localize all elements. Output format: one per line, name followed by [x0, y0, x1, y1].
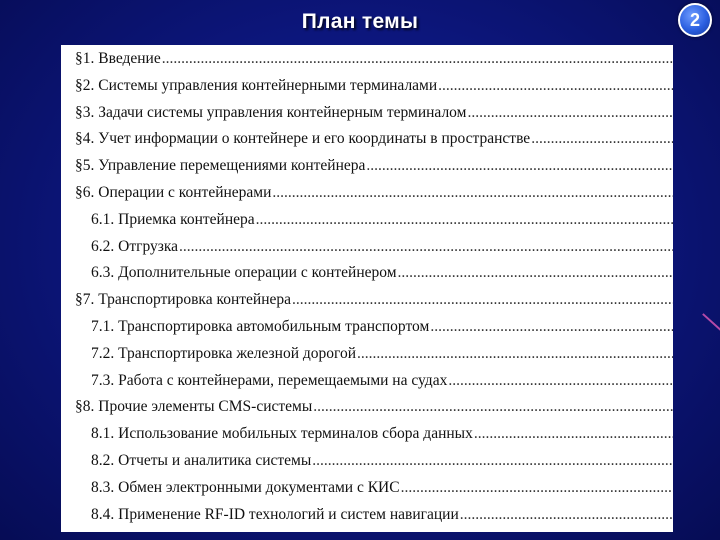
toc-list: [61, 45, 673, 532]
page-number-badge: 2: [678, 3, 712, 37]
toc-dot-leader: [467, 104, 673, 122]
toc-item-text: 6.3. Дополнительные операции с контейнером: [91, 264, 397, 282]
toc-item: [61, 104, 673, 131]
toc-item-text: §1. Введение: [75, 50, 161, 67]
toc-item: [61, 291, 673, 318]
toc-dot-leader: [292, 291, 673, 309]
toc-item-text: 8.1. Использование мобильных терминалов сбора данных: [91, 425, 473, 443]
toc-item: [61, 506, 673, 532]
toc-dot-leader: [366, 157, 673, 175]
toc-dot-leader: [474, 425, 673, 443]
toc-item: [61, 345, 673, 372]
toc-item-text: 6.2. Отгрузка: [91, 237, 179, 255]
toc-item: [61, 318, 673, 345]
toc-item-text: 6.1. Приемка контейнера: [91, 210, 255, 228]
toc-dot-leader: [179, 238, 673, 256]
toc-dot-leader: [313, 398, 673, 416]
toc-dot-leader: [312, 452, 673, 470]
toc-dot-leader: [438, 77, 673, 95]
toc-item: [61, 211, 673, 238]
toc-dot-leader: [398, 264, 673, 282]
toc-item: [61, 184, 673, 211]
toc-item-text: 7.1. Транспортировка автомобильным транспортом: [91, 317, 430, 335]
toc-dot-leader: [162, 50, 673, 68]
toc-item-text: 8.3. Обмен электронными документами с КИС: [91, 478, 400, 496]
toc-panel: [61, 45, 673, 532]
toc-item-text: 8.2. Отчеты и аналитика системы: [91, 451, 312, 469]
toc-item-text: 7.2. Транспортировка железной дорогой: [91, 344, 357, 362]
toc-item-text: §7. Транспортировка контейнера: [75, 291, 292, 309]
toc-item-text: §2. Системы управления контейнерными терминалами: [75, 76, 438, 94]
toc-item: [61, 398, 673, 425]
toc-item-text: §6. Операции с контейнерами: [75, 183, 272, 201]
toc-item: [61, 452, 673, 479]
toc-dot-leader: [531, 130, 673, 148]
toc-item: [61, 130, 673, 157]
toc-dot-leader: [401, 479, 673, 497]
toc-item: [61, 77, 673, 104]
toc-item-text: §5. Управление перемещениями контейнера: [75, 157, 366, 175]
toc-dot-leader: [460, 506, 673, 524]
slide-title: План темы: [301, 10, 419, 33]
toc-dot-leader: [430, 318, 673, 336]
toc-item-text: 8.4. Применение RF-ID технологий и систем навигации: [91, 505, 459, 523]
toc-item: [61, 479, 673, 506]
toc-dot-leader: [357, 345, 673, 363]
toc-item-text: §3. Задачи системы управления контейнерным терминалом: [75, 103, 467, 121]
toc-item: [61, 425, 673, 452]
decorative-line: [702, 313, 720, 334]
toc-dot-leader: [272, 184, 673, 202]
toc-item: [61, 157, 673, 184]
toc-dot-leader: [448, 372, 673, 390]
toc-item: [61, 238, 673, 265]
toc-item: [61, 264, 673, 291]
toc-dot-leader: [256, 211, 673, 229]
toc-item: [61, 372, 673, 399]
toc-item-text: §8. Прочие элементы CMS-системы: [75, 398, 313, 416]
toc-item: [61, 50, 673, 77]
toc-item-text: 7.3. Работа с контейнерами, перемещаемыми на судах: [91, 371, 448, 389]
toc-item-text: §4. Учет информации о контейнере и его координаты в пространстве: [75, 130, 531, 148]
